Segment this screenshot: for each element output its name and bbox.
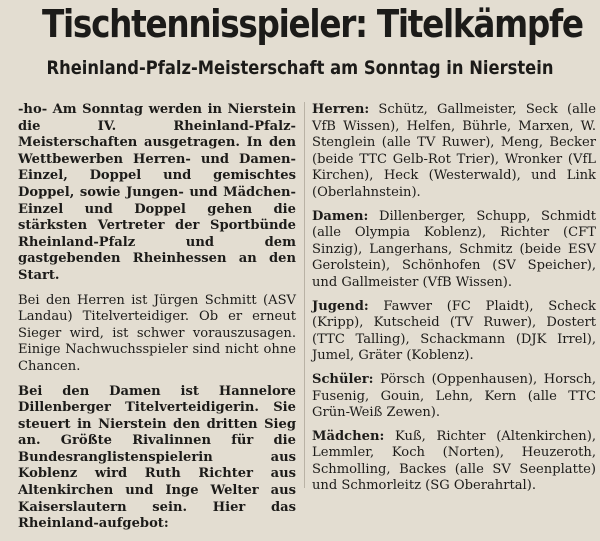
headline: Tischtennisspieler: Titelkämpfe bbox=[42, 2, 583, 46]
damen-players: Dillenberger, Schupp, Schmidt (alle Olympia Koblenz), Richter (CFT Sinzig), Langerhans, Schmitz (beide ESV Gerolstein), Schönhofen (SV Speicher), und Gallmeister (VfB Wissen). bbox=[312, 208, 596, 290]
schueler-players: Pörsch (Oppenhausen), Horsch, Fusenig, Gouin, Lehn, Kern (alle TTC Grün-Weiß Zewen). bbox=[312, 371, 596, 421]
maedchen-players: Kuß, Richter (Altenkirchen), Lemmler, Koch (Norten), Heuzeroth, Schmolling, Backes (alle SV Seenplatte) und Schmorleitz (SG Oberahrtal). bbox=[312, 428, 596, 494]
maedchen-label: Mädchen: bbox=[312, 428, 385, 444]
schueler-label: Schüler: bbox=[312, 371, 374, 387]
damen-roster bbox=[312, 209, 596, 292]
jugend-label: Jugend: bbox=[312, 298, 369, 314]
intro-paragraph: -ho- Am Sonntag werden in Nierstein die IV. Rheinland-Pfalz-Meisterschaften ausgetragen. In den Wettbewerben Herren- und Damen-Einzel, Doppel und gemischtes Doppel, sowie Jungen- und Mädchen-Einzel und Doppel gehen die stärksten Vertreter der Sportbünde Rheinland-Pfalz und dem gastgebenden Rheinhessen an den Start. bbox=[18, 102, 296, 283]
damen-label: Damen: bbox=[312, 208, 369, 224]
jugend-players: Fawver (FC Plaidt), Scheck (Kripp), Kutscheid (TV Ruwer), Dostert (TTC Talling), Schackmann (DJK Irrel), Jumel, Gräter (Koblenz). bbox=[312, 298, 596, 364]
jugend-roster bbox=[312, 299, 596, 365]
herren-paragraph: Bei den Herren ist Jürgen Schmitt (ASV Landau) Titelverteidiger. Ob er erneut Sieger wird, ist schwer vorauszusagen. Einige Nachwuchsspieler sind nicht ohne Chancen. bbox=[18, 292, 296, 374]
left-column bbox=[18, 102, 296, 541]
right-column bbox=[312, 102, 596, 502]
herren-label: Herren: bbox=[312, 102, 370, 117]
herren-players: Schütz, Gallmeister, Seck (alle VfB Wissen), Helfen, Bührle, Marxen, W. Stenglein (alle TV Ruwer), Meng, Becker (beide TTC Gelb-Rot Trier), Wronker (VfL Kirchen), Heck (Westerwald), und Link (Oberlahnstein). bbox=[312, 102, 596, 200]
schueler-roster bbox=[312, 372, 596, 422]
damen-paragraph: Bei den Damen ist Hannelore Dillenberger Titelverteidigerin. Sie steuert in Nierstein den dritten Sieg an. Größte Rivalinnen für die Bundesranglistenspielerin aus Koblenz wird Ruth Richter aus Altenkirchen und Inge Welter aus Kaiserslautern sein. Hier das Rheinland-aufgebot: bbox=[18, 383, 296, 532]
subheadline: Rheinland-Pfalz-Meisterschaft am Sonntag in Nierstein bbox=[46, 57, 554, 79]
column-divider bbox=[304, 102, 305, 488]
herren-roster bbox=[312, 102, 596, 202]
maedchen-roster bbox=[312, 429, 596, 495]
